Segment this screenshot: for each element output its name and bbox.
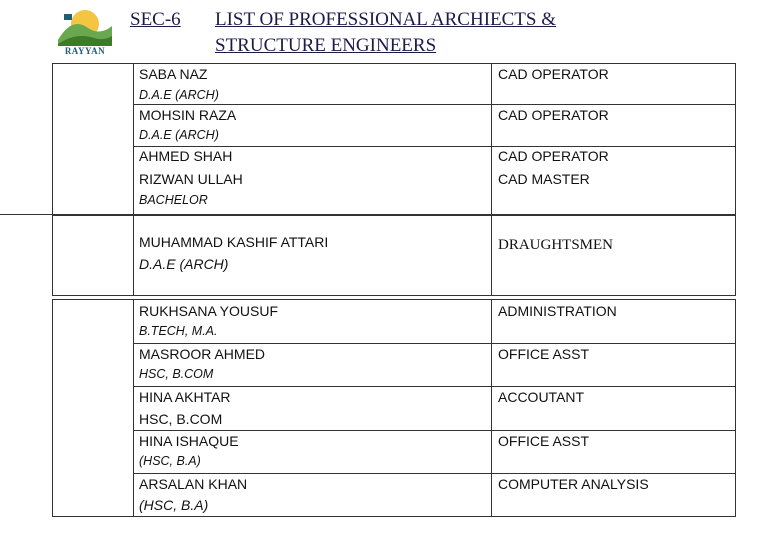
staff-name: RUKHSANA YOUSUF <box>139 303 278 319</box>
logo-text: RAYYAN <box>64 46 106 56</box>
staff-role: COMPUTER ANALYSIS <box>498 476 649 492</box>
row-divider <box>133 386 736 387</box>
staff-name: MOHSIN RAZA <box>139 107 237 123</box>
staff-qualification: BACHELOR <box>139 193 208 207</box>
staff-role: CAD MASTER <box>498 171 590 187</box>
staff-role: OFFICE ASST <box>498 346 590 362</box>
logo-icon <box>54 6 116 48</box>
staff-qualification: (HSC, B.A) <box>139 454 201 468</box>
staff-qualification: D.A.E (ARCH) <box>139 88 219 102</box>
staff-qualification: HSC, B.COM <box>139 367 214 381</box>
column-divider <box>133 214 134 296</box>
row-divider <box>133 473 736 474</box>
column-divider <box>491 63 492 216</box>
row-divider <box>133 430 736 431</box>
staff-role: OFFICE ASST <box>498 433 590 449</box>
staff-role: CAD OPERATOR <box>498 66 609 82</box>
page-title-line-2: STRUCTURE ENGINEERS <box>215 35 437 56</box>
staff-name: RIZWAN ULLAH <box>139 171 243 187</box>
row-divider <box>133 343 736 344</box>
staff-role: CAD OPERATOR <box>498 107 609 123</box>
column-divider <box>133 299 134 517</box>
row-divider <box>133 104 736 105</box>
column-divider <box>133 63 134 216</box>
row-divider <box>133 146 736 147</box>
staff-role: ACCOUTANT <box>498 389 585 405</box>
staff-qualification: (HSC, B.A) <box>139 497 209 513</box>
page-title-line-1: LIST OF PROFESSIONAL ARCHIECTS & <box>215 9 557 30</box>
staff-qualification: HSC, B.COM <box>139 411 223 427</box>
section-number: SEC-6 <box>130 9 181 30</box>
staff-qualification: D.A.E (ARCH) <box>139 256 229 272</box>
column-divider <box>491 299 492 517</box>
staff-name: AHMED SHAH <box>139 148 233 164</box>
staff-qualification: D.A.E (ARCH) <box>139 128 219 142</box>
staff-name: SABA NAZ <box>139 66 208 82</box>
staff-name: HINA AKHTAR <box>139 389 231 405</box>
staff-role: CAD OPERATOR <box>498 148 609 164</box>
column-divider <box>491 214 492 296</box>
staff-name: ARSALAN KHAN <box>139 476 248 492</box>
group-2-table <box>52 214 736 296</box>
staff-qualification: B.TECH, M.A. <box>139 324 218 338</box>
staff-role: DRAUGHTSMEN <box>498 237 614 253</box>
staff-name: HINA ISHAQUE <box>139 433 239 449</box>
staff-role: ADMINISTRATION <box>498 303 617 319</box>
company-logo <box>54 6 116 62</box>
staff-name: MUHAMMAD KASHIF ATTARI <box>139 234 329 250</box>
staff-name: MASROOR AHMED <box>139 346 266 362</box>
